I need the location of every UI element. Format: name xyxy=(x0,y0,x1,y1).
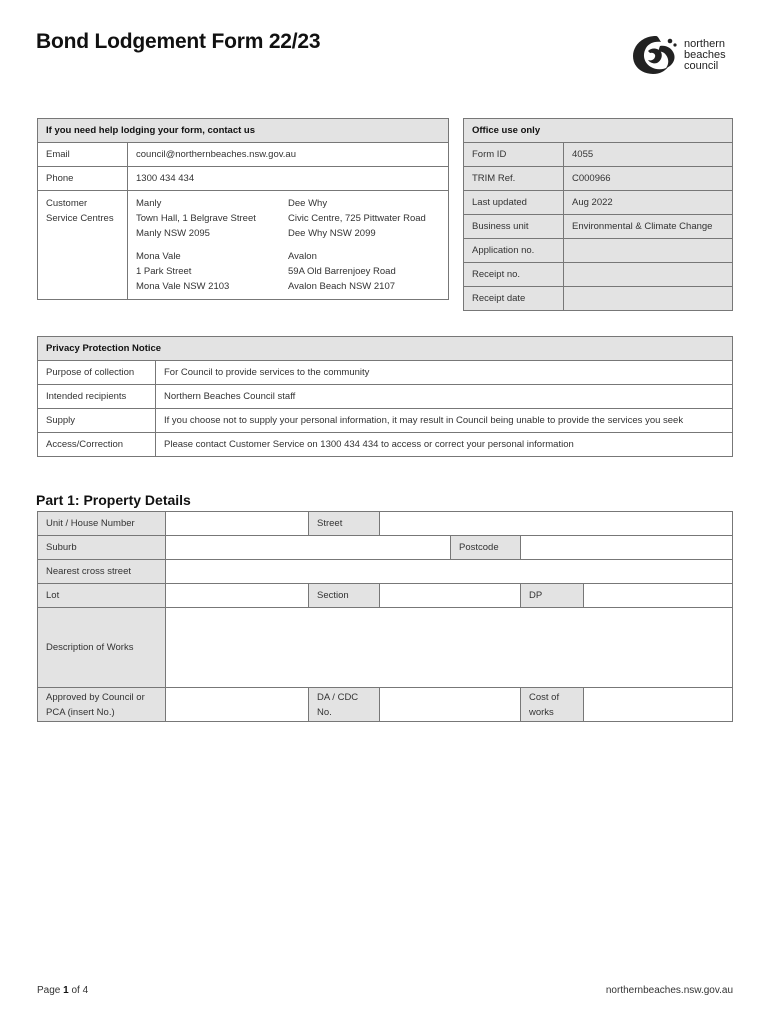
section-input[interactable] xyxy=(380,584,521,608)
dp-label: DP xyxy=(521,584,584,608)
privacy-notice-heading: Privacy Protection Notice xyxy=(38,337,733,361)
centre-name: Avalon xyxy=(288,251,317,262)
office-label: Business unit xyxy=(464,215,564,239)
centre-address: Town Hall, 1 Belgrave Street xyxy=(136,213,256,224)
receipt-date-field xyxy=(564,287,733,311)
unit-input[interactable] xyxy=(166,512,309,536)
description-label: Description of Works xyxy=(38,608,166,688)
logo-text-line: northern xyxy=(684,37,725,50)
office-value: Environmental & Climate Change xyxy=(564,215,733,239)
contact-help-heading: If you need help lodging your form, contact us xyxy=(38,119,449,143)
centre-address: 59A Old Barrenjoey Road xyxy=(288,266,396,277)
service-centres-label-line: Service Centres xyxy=(46,213,114,224)
service-centre-avalon xyxy=(288,249,440,294)
street-label: Street xyxy=(309,512,380,536)
office-use-table xyxy=(463,118,733,311)
office-value: Aug 2022 xyxy=(564,191,733,215)
page-number xyxy=(37,985,88,996)
email-label: Email xyxy=(38,143,128,167)
postcode-input[interactable] xyxy=(521,536,733,560)
centre-address: 1 Park Street xyxy=(136,266,192,277)
privacy-label: Purpose of collection xyxy=(38,361,156,385)
da-cdc-label xyxy=(309,688,380,722)
office-label: Receipt no. xyxy=(464,263,564,287)
service-centres-list xyxy=(128,191,449,300)
logo-text-line: beaches xyxy=(684,48,726,61)
dp-input[interactable] xyxy=(584,584,733,608)
postcode-label: Postcode xyxy=(451,536,521,560)
privacy-label: Supply xyxy=(38,409,156,433)
centre-name: Manly xyxy=(136,198,162,209)
suburb-label: Suburb xyxy=(38,536,166,560)
cost-of-works-label xyxy=(521,688,584,722)
email-value: council@northernbeaches.nsw.gov.au xyxy=(128,143,449,167)
approved-input[interactable] xyxy=(166,688,309,722)
service-centre-dee-why xyxy=(288,196,440,241)
page-suffix: of 4 xyxy=(68,985,89,996)
privacy-notice-table xyxy=(37,336,733,457)
centre-suburb: Manly NSW 2095 xyxy=(136,228,210,239)
office-use-heading: Office use only xyxy=(464,119,733,143)
office-value: C000966 xyxy=(564,167,733,191)
da-cdc-label-line: No. xyxy=(317,706,332,718)
current-page: 1 xyxy=(63,985,69,996)
service-centres-label xyxy=(38,191,128,300)
cost-label-line: Cost of xyxy=(529,691,560,703)
privacy-label: Access/Correction xyxy=(38,433,156,457)
property-details-table xyxy=(37,511,733,722)
lot-input[interactable] xyxy=(166,584,309,608)
approved-label-line: Approved by Council or xyxy=(46,691,145,703)
page-prefix: Page xyxy=(37,985,64,996)
cost-label-line: works xyxy=(529,706,554,718)
office-label: Receipt date xyxy=(464,287,564,311)
logo-text-line: council xyxy=(684,59,719,72)
centre-address: Civic Centre, 725 Pittwater Road xyxy=(288,213,426,224)
centre-name: Mona Vale xyxy=(136,251,181,262)
part1-title: Part 1: Property Details xyxy=(36,492,191,508)
page-title: Bond Lodgement Form 22/23 xyxy=(36,30,321,53)
council-logo xyxy=(630,33,740,77)
cost-of-works-input[interactable] xyxy=(584,688,733,722)
approved-label xyxy=(38,688,166,722)
office-label: Last updated xyxy=(464,191,564,215)
phone-label: Phone xyxy=(38,167,128,191)
footer-website: northernbeaches.nsw.gov.au xyxy=(605,985,733,996)
office-value: 4055 xyxy=(564,143,733,167)
da-cdc-label-line: DA / CDC xyxy=(317,691,359,703)
lot-label: Lot xyxy=(38,584,166,608)
office-label: TRIM Ref. xyxy=(464,167,564,191)
council-logo-icon xyxy=(630,33,682,77)
unit-label: Unit / House Number xyxy=(38,512,166,536)
service-centre-manly xyxy=(136,196,288,241)
privacy-value: Please contact Customer Service on 1300 434 434 to access or correct your personal information xyxy=(156,433,733,457)
da-cdc-input[interactable] xyxy=(380,688,521,722)
contact-help-table xyxy=(37,118,449,300)
centre-suburb: Avalon Beach NSW 2107 xyxy=(288,281,396,292)
centre-suburb: Mona Vale NSW 2103 xyxy=(136,281,230,292)
cross-street-input[interactable] xyxy=(166,560,733,584)
centre-name: Dee Why xyxy=(288,198,328,209)
application-no-field xyxy=(564,239,733,263)
service-centre-mona-vale xyxy=(136,249,288,294)
approved-label-line: PCA (insert No.) xyxy=(46,706,115,718)
phone-value: 1300 434 434 xyxy=(128,167,449,191)
privacy-value: For Council to provide services to the community xyxy=(156,361,733,385)
service-centres-label-line: Customer xyxy=(46,198,88,209)
office-label: Form ID xyxy=(464,143,564,167)
privacy-value: Northern Beaches Council staff xyxy=(156,385,733,409)
office-label: Application no. xyxy=(464,239,564,263)
suburb-input[interactable] xyxy=(166,536,451,560)
privacy-value: If you choose not to supply your personal information, it may result in Council being unable to provide the services you seek xyxy=(156,409,733,433)
receipt-no-field xyxy=(564,263,733,287)
description-input[interactable] xyxy=(166,608,733,688)
cross-street-label: Nearest cross street xyxy=(38,560,166,584)
privacy-label: Intended recipients xyxy=(38,385,156,409)
section-label: Section xyxy=(309,584,380,608)
street-input[interactable] xyxy=(380,512,733,536)
centre-suburb: Dee Why NSW 2099 xyxy=(288,228,376,239)
